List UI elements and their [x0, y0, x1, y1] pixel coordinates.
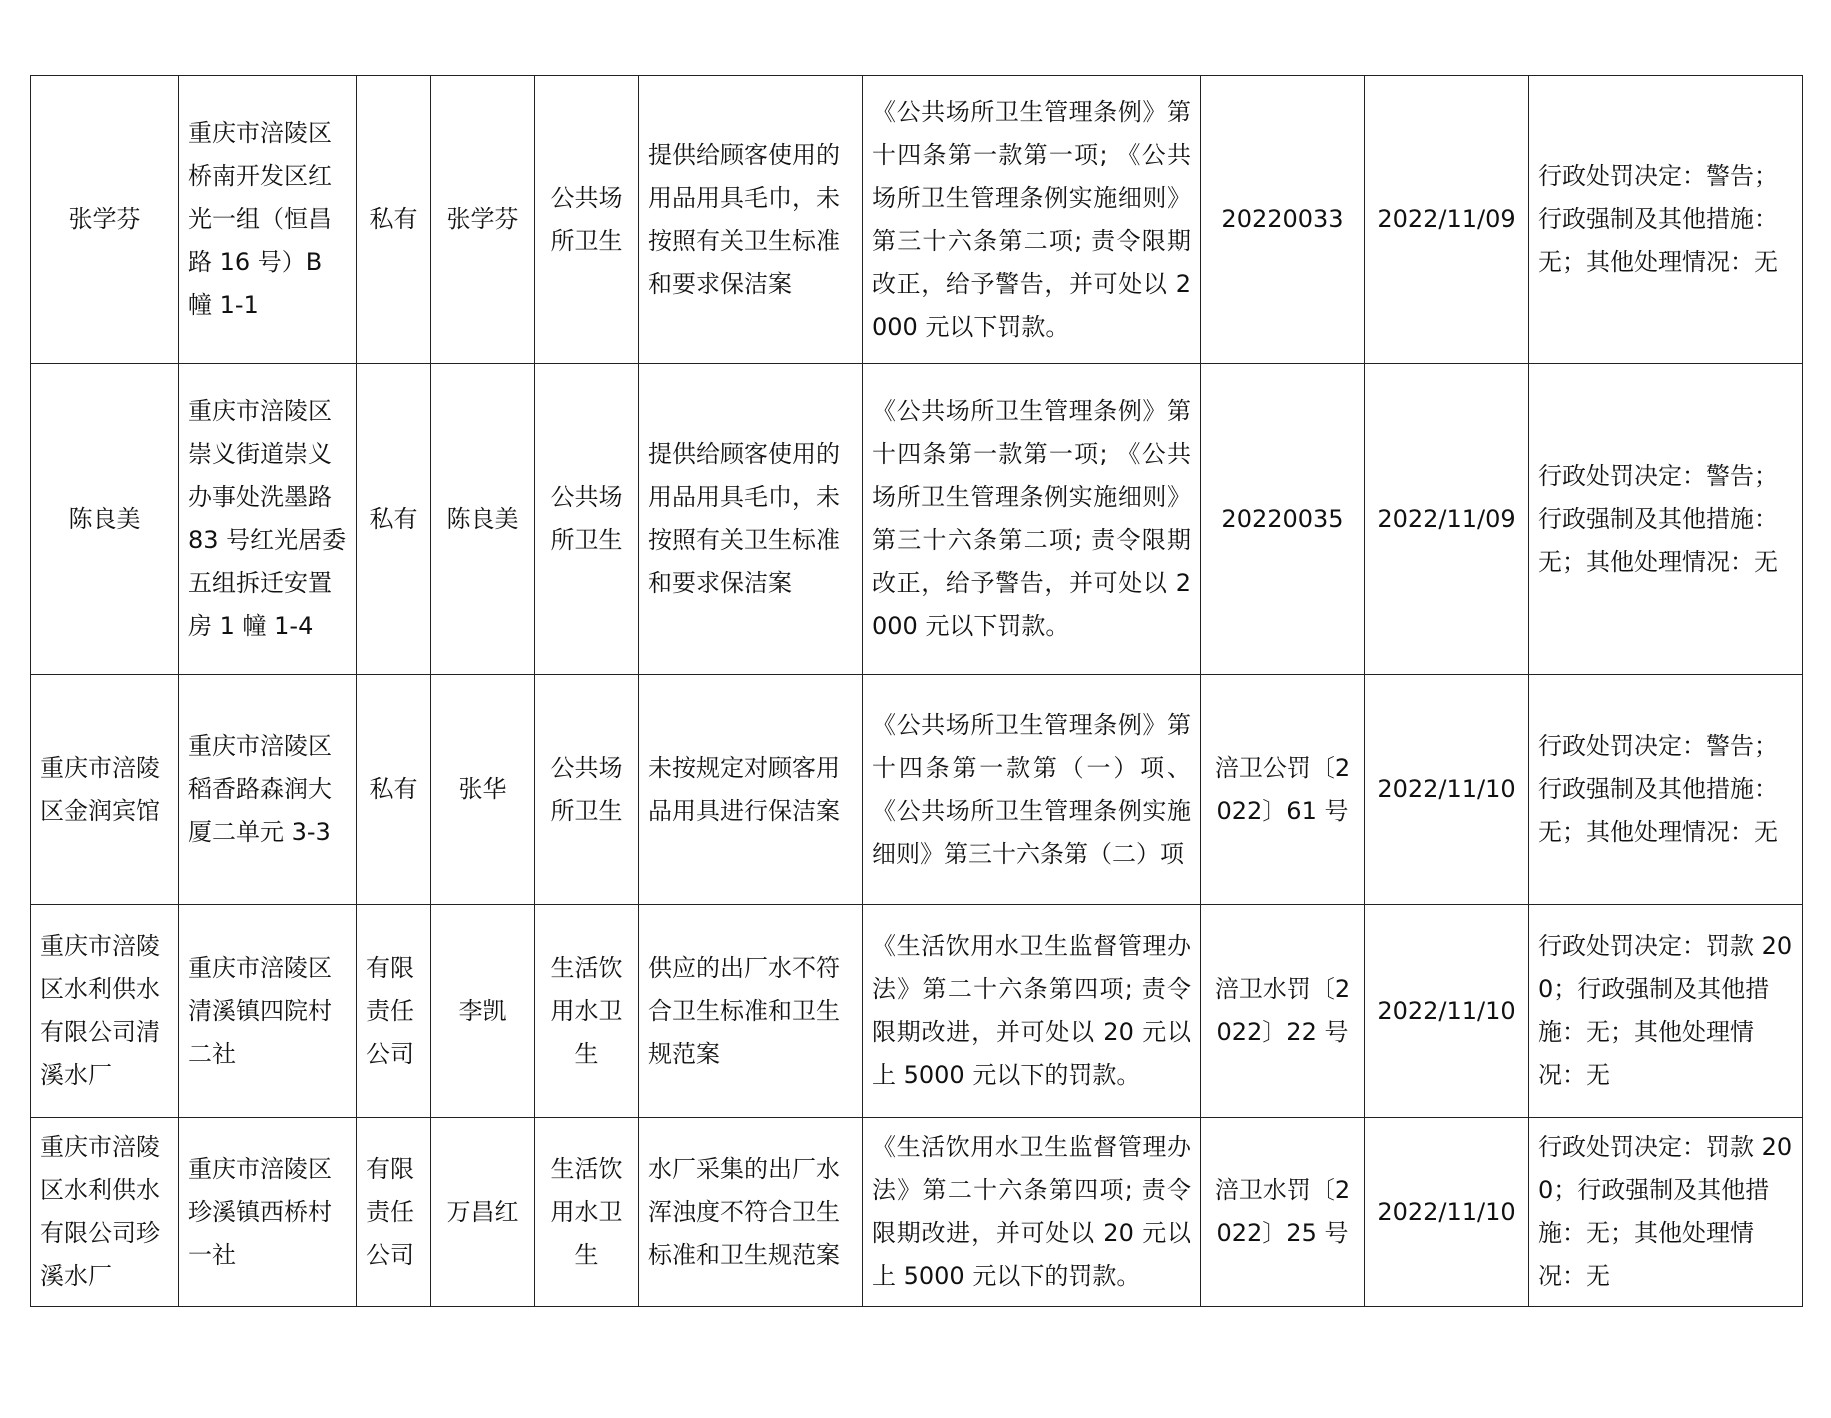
address-cell: 重庆市涪陵区清溪镇四院村二社 [179, 905, 357, 1118]
address-cell: 重庆市涪陵区珍溪镇西桥村一社 [179, 1118, 357, 1307]
penalty-result-cell: 行政处罚决定：罚款 200；行政强制及其他措施：无；其他处理情况：无 [1529, 905, 1803, 1118]
document-number-cell: 涪卫公罚〔2022〕61 号 [1201, 675, 1365, 905]
category-cell: 公共场所卫生 [535, 76, 639, 364]
case-name-cell: 未按规定对顾客用品用具进行保洁案 [639, 675, 863, 905]
document-number-cell: 涪卫水罚〔2022〕25 号 [1201, 1118, 1365, 1307]
decision-date-cell: 2022/11/09 [1365, 364, 1529, 675]
legal-basis-cell: 《生活饮用水卫生监督管理办法》第二十六条第四项; 责令限期改进，并可处以 20 元以上 5000 元以下的罚款。 [863, 905, 1201, 1118]
document-page [30, 75, 1802, 1307]
legal-basis-cell: 《公共场所卫生管理条例》第十四条第一款第（一）项、《公共场所卫生管理条例实施细则》第三十六条第（二）项 [863, 675, 1201, 905]
ownership-cell: 有限责任公司 [357, 1118, 431, 1307]
table-row [31, 364, 1803, 675]
case-name-cell: 提供给顾客使用的用品用具毛巾，未按照有关卫生标准和要求保洁案 [639, 76, 863, 364]
decision-date-cell: 2022/11/09 [1365, 76, 1529, 364]
legal-rep-cell: 万昌红 [431, 1118, 535, 1307]
document-number-cell: 20220035 [1201, 364, 1365, 675]
penalty-result-cell: 行政处罚决定：警告；行政强制及其他措施：无；其他处理情况：无 [1529, 364, 1803, 675]
legal-basis-cell: 《公共场所卫生管理条例》第十四条第一款第一项; 《公共场所卫生管理条例实施细则》第三十六条第二项; 责令限期改正，给予警告，并可处以 2000 元以下罚款。 [863, 76, 1201, 364]
party-name-cell: 重庆市涪陵区水利供水有限公司珍溪水厂 [31, 1118, 179, 1307]
table-row [31, 675, 1803, 905]
party-name-cell: 陈良美 [31, 364, 179, 675]
case-name-cell: 水厂采集的出厂水浑浊度不符合卫生标准和卫生规范案 [639, 1118, 863, 1307]
table-row [31, 905, 1803, 1118]
decision-date-cell: 2022/11/10 [1365, 675, 1529, 905]
ownership-cell: 私有 [357, 76, 431, 364]
legal-basis-cell: 《公共场所卫生管理条例》第十四条第一款第一项; 《公共场所卫生管理条例实施细则》第三十六条第二项; 责令限期改正，给予警告，并可处以 2000 元以下罚款。 [863, 364, 1201, 675]
penalty-records-table [30, 75, 1803, 1307]
party-name-cell: 重庆市涪陵区水利供水有限公司清溪水厂 [31, 905, 179, 1118]
legal-rep-cell: 张学芬 [431, 76, 535, 364]
category-cell: 生活饮用水卫生 [535, 1118, 639, 1307]
decision-date-cell: 2022/11/10 [1365, 1118, 1529, 1307]
table-row [31, 1118, 1803, 1307]
legal-basis-cell: 《生活饮用水卫生监督管理办法》第二十六条第四项; 责令限期改进，并可处以 20 元以上 5000 元以下的罚款。 [863, 1118, 1201, 1307]
penalty-result-cell: 行政处罚决定：警告；行政强制及其他措施：无；其他处理情况：无 [1529, 675, 1803, 905]
case-name-cell: 供应的出厂水不符合卫生标准和卫生规范案 [639, 905, 863, 1118]
address-cell: 重庆市涪陵区稻香路森润大厦二单元 3-3 [179, 675, 357, 905]
category-cell: 公共场所卫生 [535, 364, 639, 675]
document-number-cell: 涪卫水罚〔2022〕22 号 [1201, 905, 1365, 1118]
case-name-cell: 提供给顾客使用的用品用具毛巾，未按照有关卫生标准和要求保洁案 [639, 364, 863, 675]
party-name-cell: 张学芬 [31, 76, 179, 364]
category-cell: 公共场所卫生 [535, 675, 639, 905]
address-cell: 重庆市涪陵区崇义街道崇义办事处洗墨路 83 号红光居委五组拆迁安置房 1 幢 1-4 [179, 364, 357, 675]
ownership-cell: 私有 [357, 364, 431, 675]
ownership-cell: 有限责任公司 [357, 905, 431, 1118]
table-row [31, 76, 1803, 364]
penalty-result-cell: 行政处罚决定：警告；行政强制及其他措施：无；其他处理情况：无 [1529, 76, 1803, 364]
category-cell: 生活饮用水卫生 [535, 905, 639, 1118]
address-cell: 重庆市涪陵区桥南开发区红光一组（恒昌路 16 号）B 幢 1-1 [179, 76, 357, 364]
party-name-cell: 重庆市涪陵区金润宾馆 [31, 675, 179, 905]
legal-rep-cell: 李凯 [431, 905, 535, 1118]
legal-rep-cell: 张华 [431, 675, 535, 905]
legal-rep-cell: 陈良美 [431, 364, 535, 675]
document-number-cell: 20220033 [1201, 76, 1365, 364]
decision-date-cell: 2022/11/10 [1365, 905, 1529, 1118]
penalty-result-cell: 行政处罚决定：罚款 200；行政强制及其他措施：无；其他处理情况：无 [1529, 1118, 1803, 1307]
ownership-cell: 私有 [357, 675, 431, 905]
